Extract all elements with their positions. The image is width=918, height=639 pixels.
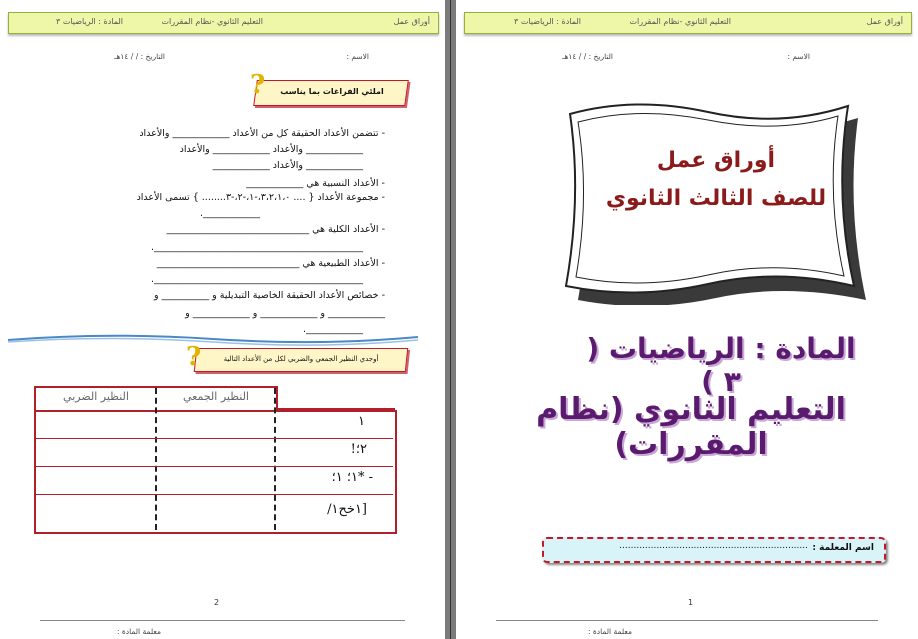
- system-title: التعليم الثانوي (نظام المقررات): [536, 392, 846, 462]
- footer-rule: [496, 620, 878, 621]
- header-subject: المادة : الرياضيات ٣: [513, 17, 581, 26]
- teacher-label: اسم المعلمة :: [812, 543, 874, 553]
- line-6: ____________.: [199, 208, 260, 219]
- table-row-4-value: [١خح١/: [327, 502, 367, 517]
- question-mark-icon: ?: [186, 342, 202, 372]
- line-4: - الأعداد النسبية هي ____________: [246, 178, 385, 189]
- table-header-additive: النظير الجمعي: [183, 390, 249, 403]
- page-header: [464, 12, 912, 34]
- header-system: التعليم الثانوي -نظام المقررات: [629, 17, 731, 26]
- line-12: ____________ و ____________ و ____________ و: [185, 308, 385, 319]
- line-3: ____________ والأعداد ____________: [212, 160, 363, 171]
- line-5: - مجموعة الأعداد { .... ٣،٢،١،٠،-١،-٢،-٣........ } تسمى الأعداد: [136, 192, 385, 203]
- section1-title: املئي الفراغات بما يناسب: [280, 87, 384, 96]
- worksheet-page-2: [0, 0, 445, 639]
- header-title: أوراق عمل: [866, 17, 903, 26]
- header-title: أوراق عمل: [393, 17, 430, 26]
- footer-rule: [40, 620, 405, 621]
- footer-label: معلمة المادة :: [587, 627, 632, 636]
- banner-line-2: للصف الثالث الثانوي: [605, 186, 827, 211]
- footer-label: معلمة المادة :: [116, 627, 161, 636]
- scroll-line: [450, 0, 451, 639]
- table-row-1-value: ١: [358, 414, 365, 429]
- header-system: التعليم الثانوي -نظام المقررات: [161, 17, 263, 26]
- page-number: 2: [214, 598, 220, 607]
- worksheet-page-1: [456, 0, 918, 639]
- page-header: [8, 12, 439, 34]
- line-1: - تتضمن الأعداد الحقيقة كل من الأعداد ____________ والأعداد: [139, 128, 385, 139]
- date-label: التاريخ : / / ١٤هـ: [562, 52, 613, 61]
- line-8: ____________________________________________.: [150, 242, 363, 253]
- line-10: ____________________________________________.: [150, 274, 363, 285]
- header-subject: المادة : الرياضيات ٣: [55, 17, 123, 26]
- line-11: - خصائص الأعداد الحقيقة الخاصية التبديلية و __________ و: [154, 290, 385, 301]
- reciprocal-table: [34, 386, 395, 532]
- date-label: التاريخ : / / ١٤هـ: [114, 52, 165, 61]
- table-header-multiplicative: النظير الضربي: [63, 390, 129, 403]
- wave-divider: [8, 332, 418, 346]
- line-2: ____________ والأعداد ____________ والأعداد: [179, 144, 363, 155]
- line-9: - الأعداد الطبيعية هي ______________________________: [156, 258, 385, 269]
- table-row-2-value: ٢؛!: [350, 442, 367, 457]
- question-mark-icon: ?: [250, 70, 266, 100]
- teacher-name-field: ..................................................................: [619, 541, 808, 551]
- name-label: الاسم :: [346, 52, 369, 61]
- subject-title: المادة : الرياضيات ( ٣ ): [586, 332, 856, 398]
- page-number: 1: [688, 598, 694, 607]
- table-row-3-value: - *١؛ ١؛: [331, 470, 373, 485]
- section2-title: أوجدي النظير الجمعي والضربي لكل من الأعداد التالية: [223, 355, 379, 363]
- line-7: - الأعداد الكلية هي ______________________________: [166, 224, 385, 235]
- banner-line-1: أوراق عمل: [656, 148, 776, 173]
- name-label: الاسم :: [787, 52, 810, 61]
- line-13: ____________.: [302, 324, 363, 335]
